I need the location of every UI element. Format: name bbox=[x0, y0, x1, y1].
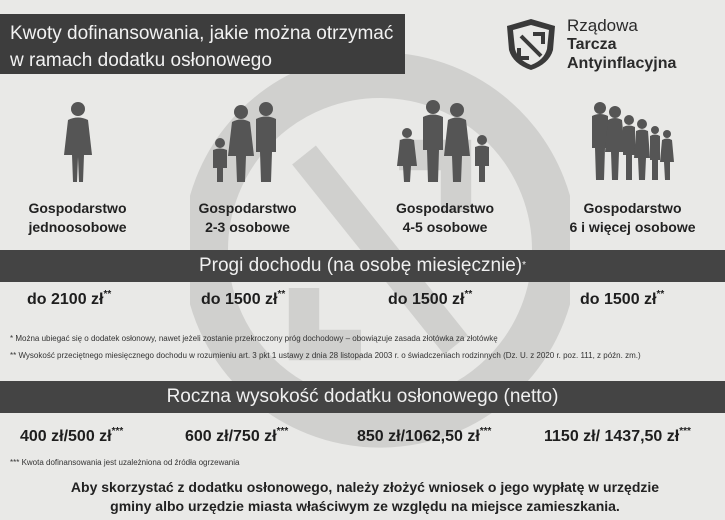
amount-3-marker: *** bbox=[479, 426, 492, 437]
logo-line2: Tarcza bbox=[567, 36, 617, 53]
amount-1 bbox=[20, 428, 123, 446]
amount-3-value: 850 zł/1062,50 zł bbox=[357, 428, 480, 445]
header-title-box bbox=[0, 14, 405, 74]
amount-2 bbox=[185, 428, 288, 446]
family-4-icon bbox=[395, 100, 495, 185]
amount-band-title: Roczna wysokość dodatku osłonowego (netto) bbox=[166, 386, 559, 407]
footnote-3: *** Kwota dofinansowania jest uzależniona od źródła ogrzewania bbox=[10, 458, 240, 467]
family-6-icon bbox=[588, 100, 678, 185]
income-band-title: Progi dochodu (na osobę miesięcznie) bbox=[198, 255, 523, 276]
threshold-2-marker: ** bbox=[277, 289, 286, 300]
threshold-2 bbox=[201, 291, 285, 309]
closing-text bbox=[40, 478, 690, 516]
header-title-line1: Kwoty dofinansowania, jakie można otrzymać bbox=[10, 23, 394, 44]
household-2-line2: 2-3 osobowe bbox=[205, 219, 290, 235]
logo-text bbox=[567, 16, 676, 73]
threshold-1 bbox=[27, 291, 111, 309]
threshold-1-marker: ** bbox=[103, 289, 112, 300]
annual-amount-band bbox=[0, 381, 725, 413]
logo-line3: Antyinflacyjna bbox=[567, 55, 677, 72]
amount-2-value: 600 zł/750 zł bbox=[185, 428, 277, 445]
threshold-4 bbox=[580, 291, 664, 309]
income-threshold-band bbox=[0, 250, 725, 282]
shield-arrows-icon bbox=[503, 16, 559, 72]
threshold-3 bbox=[388, 291, 472, 309]
single-person-icon bbox=[58, 100, 98, 185]
amount-1-value: 400 zł/500 zł bbox=[20, 428, 112, 445]
footnote-1: * Można ubiegać się o dodatek osłonowy, nawet jeżeli zostanie przekroczony próg dochodowy – obowiązuje zasada złotówka za złotówkę bbox=[10, 334, 498, 343]
household-4-line2: 6 i więcej osobowe bbox=[569, 219, 696, 235]
logo bbox=[503, 14, 718, 74]
footnote-2: ** Wysokość przeciętnego miesięcznego dochodu w rozumieniu art. 3 pkt 1 ustawy z dnia 28 listopada 2003 r. o świadczeniach rodzinnych (Dz. U. z 2020 r. poz. 111, z późn. zm.) bbox=[10, 351, 641, 360]
closing-line1: Aby skorzystać z dodatku osłonowego, należy złożyć wniosek o jego wypłatę w urzędzie bbox=[70, 479, 660, 495]
household-4 bbox=[550, 100, 715, 237]
threshold-4-value: do 1500 zł bbox=[580, 291, 657, 308]
amount-1-marker: *** bbox=[111, 426, 124, 437]
threshold-1-value: do 2100 zł bbox=[27, 291, 104, 308]
threshold-4-marker: ** bbox=[656, 289, 665, 300]
income-band-marker: * bbox=[522, 260, 527, 271]
household-2 bbox=[165, 100, 330, 237]
household-1-line1: Gospodarstwo bbox=[28, 200, 127, 216]
threshold-3-value: do 1500 zł bbox=[388, 291, 465, 308]
household-2-line1: Gospodarstwo bbox=[198, 200, 297, 216]
closing-line2: gminy albo urzędzie miasta właściwym ze względu na miejsce zamieszkania. bbox=[110, 498, 620, 514]
household-3 bbox=[360, 100, 530, 237]
household-3-line1: Gospodarstwo bbox=[395, 200, 494, 216]
header-title-line2: w ramach dodatku osłonowego bbox=[10, 50, 272, 71]
household-1-line2: jednoosobowe bbox=[28, 219, 127, 235]
amount-4-value: 1150 zł/ 1437,50 zł bbox=[544, 428, 680, 445]
amount-4-marker: *** bbox=[679, 426, 691, 437]
household-1 bbox=[10, 100, 145, 237]
logo-line1: Rządowa bbox=[567, 16, 638, 35]
amount-4 bbox=[544, 428, 691, 446]
family-3-icon bbox=[208, 100, 288, 185]
household-4-line1: Gospodarstwo bbox=[583, 200, 682, 216]
threshold-2-value: do 1500 zł bbox=[201, 291, 278, 308]
amount-3 bbox=[357, 428, 491, 446]
amount-2-marker: *** bbox=[276, 426, 289, 437]
threshold-3-marker: ** bbox=[464, 289, 473, 300]
household-3-line2: 4-5 osobowe bbox=[402, 219, 488, 235]
